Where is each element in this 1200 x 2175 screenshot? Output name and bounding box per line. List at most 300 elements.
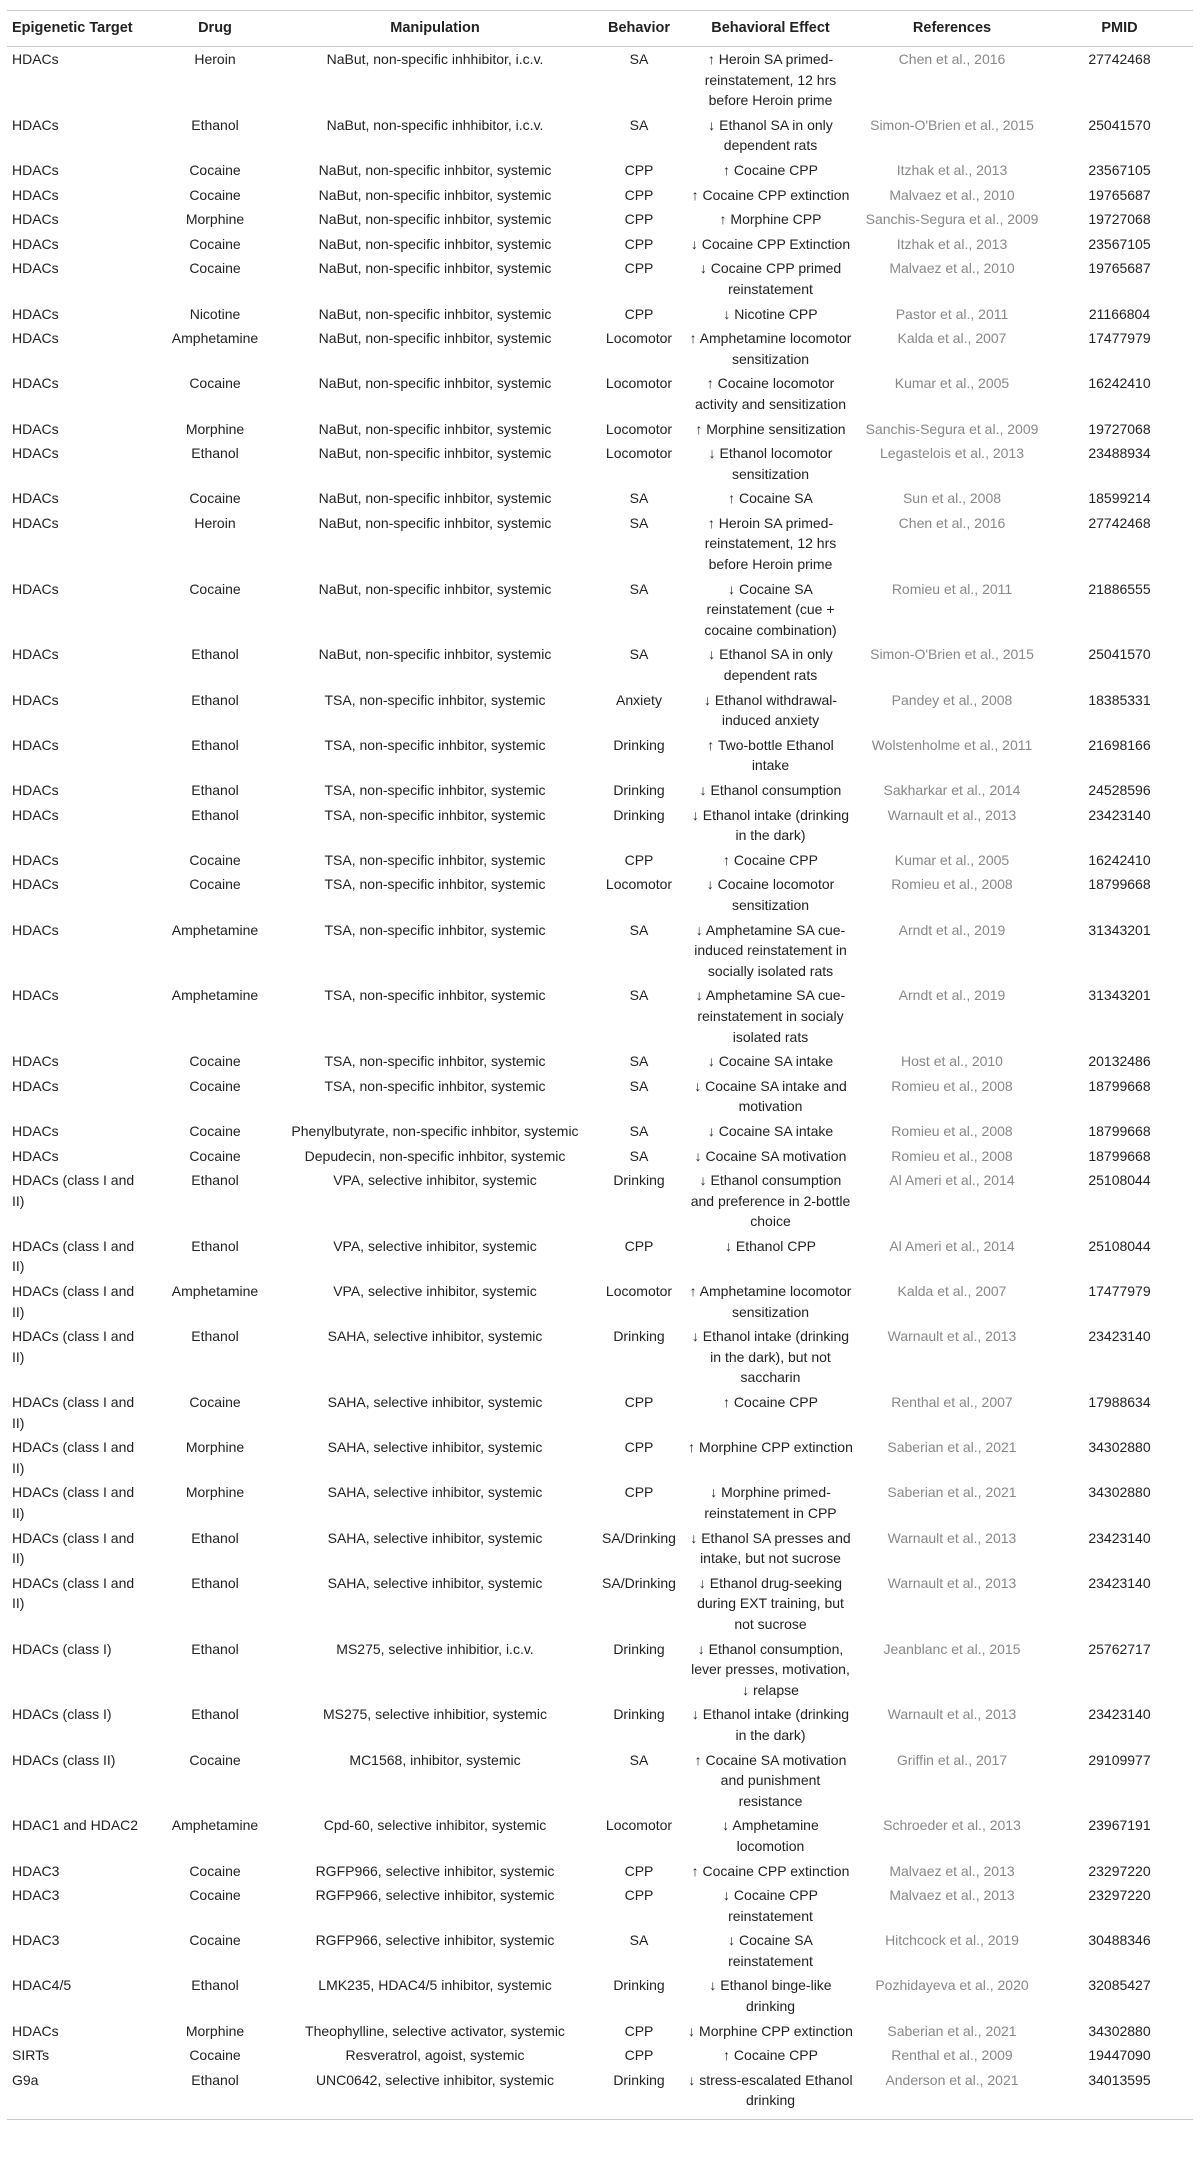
reference-cell: Sanchis-Segura et al., 2009 [865, 211, 1039, 228]
effect-cell: ↑ Morphine CPP extinction [688, 1439, 853, 1456]
target-cell: HDACs [12, 691, 59, 708]
effect-cell: ↑ Cocaine CPP extinction [691, 186, 850, 203]
table-row [7, 872, 1193, 917]
effect-cell: ↑ Cocaine CPP [723, 1394, 818, 1411]
reference-cell: Kumar et al., 2005 [894, 851, 1010, 868]
manipulation-cell: TSA, non-specific inhbitor, systemic [324, 782, 546, 798]
behavior-cell: SA [629, 514, 649, 531]
manipulation-cell: NaBut, non-specific inhbitor, systemic [318, 330, 552, 347]
pmid-cell: 25041570 [1088, 646, 1151, 663]
target-cell: HDACs [12, 1122, 59, 1139]
reference-cell: Griffin et al., 2017 [896, 1751, 1008, 1768]
pmid-cell: 21166804 [1088, 305, 1151, 322]
pmid-cell: 23423140 [1088, 806, 1151, 823]
pmid-cell: 18799668 [1088, 1147, 1151, 1164]
effect-cell: ↓ Cocaine SA intake [707, 1122, 834, 1139]
behavior-cell: CPP [624, 235, 654, 252]
reference-cell: Warnault et al., 2013 [887, 806, 1017, 823]
effect-cell: ↓ Cocaine CPP Extinction [690, 235, 851, 252]
reference-cell: Warnault et al., 2013 [887, 1529, 1017, 1546]
pmid-cell: 29109977 [1088, 1751, 1151, 1768]
reference-cell: Romieu et al., 2008 [891, 876, 1013, 893]
drug-cell: Ethanol [191, 1529, 239, 1546]
effect-cell: ↓ Ethanol binge-like drinking [709, 1977, 832, 2015]
table-row [7, 1813, 1193, 1858]
drug-cell: Ethanol [191, 1237, 239, 1254]
target-cell: HDACs (class I and II) [12, 1439, 135, 1476]
manipulation-cell: Cpd-60, selective inhibitor, systemic [323, 1817, 547, 1834]
manipulation-cell: SAHA, selective inhibitor, systemic [327, 1439, 543, 1456]
reference-cell: Sun et al., 2008 [902, 490, 1002, 507]
reference-cell: Legastelois et al., 2013 [880, 445, 1024, 462]
target-cell: HDACs (class I and II) [12, 1328, 135, 1365]
manipulation-cell: TSA, non-specific inhbitor, systemic [324, 736, 546, 753]
drug-cell: Cocaine [189, 851, 241, 868]
table-row [7, 183, 1193, 208]
behavior-cell: CPP [624, 2022, 654, 2039]
effect-cell: ↓ Ethanol SA presses and intake, but not sucrose [690, 1529, 851, 1567]
table-row [7, 1973, 1193, 2018]
manipulation-cell: NaBut, non-specific inhbitor, systemic [318, 490, 552, 507]
effect-cell: ↓ Ethanol intake (drinking in the dark), but not saccharin [691, 1328, 850, 1386]
drug-cell: Ethanol [191, 806, 239, 823]
effect-cell: ↓ stress-escalated Ethanol drinking [688, 2071, 853, 2109]
effect-cell: ↓ Morphine primed-reinstatement in CPP [704, 1484, 837, 1521]
drug-cell: Ethanol [191, 1172, 239, 1189]
reference-cell: Itzhak et al., 2013 [896, 235, 1008, 252]
pmid-cell: 23567105 [1088, 161, 1151, 178]
manipulation-cell: TSA, non-specific inhbitor, systemic [324, 987, 546, 1004]
drug-cell: Amphetamine [171, 1817, 259, 1834]
drug-cell: Morphine [185, 1484, 245, 1501]
target-cell: HDACs [12, 876, 59, 893]
drug-cell: Cocaine [189, 1394, 241, 1411]
behavior-cell: CPP [624, 161, 654, 178]
table-row [7, 1049, 1193, 1074]
manipulation-cell: TSA, non-specific inhbitor, systemic [324, 806, 546, 823]
behavior-cell: SA [629, 646, 649, 663]
effect-cell: ↓ Nicotine CPP [723, 305, 818, 322]
reference-cell: Romieu et al., 2008 [891, 1147, 1013, 1164]
behavior-cell: CPP [624, 1862, 654, 1879]
effect-cell: ↓ Cocaine SA reinstatement (cue + cocaine combination) [704, 580, 837, 638]
behavior-cell: SA/Drinking [602, 1529, 676, 1546]
pmid-cell: 19727068 [1088, 211, 1151, 228]
target-cell: HDACs [12, 161, 59, 178]
behavior-cell: CPP [624, 1484, 654, 1501]
behavior-cell: Drinking [613, 1640, 665, 1657]
table-row [7, 778, 1193, 803]
manipulation-cell: SAHA, selective inhibitor, systemic [327, 1328, 543, 1345]
table-row [7, 803, 1193, 848]
effect-cell: ↑ Cocaine locomotor activity and sensitization [695, 375, 846, 412]
table-row [7, 2043, 1193, 2068]
table-row [7, 1928, 1193, 1973]
drug-cell: Ethanol [191, 691, 239, 708]
reference-cell: Host et al., 2010 [901, 1053, 1003, 1070]
target-cell: HDACs [12, 987, 59, 1004]
table-row [7, 1279, 1193, 1324]
epigenetic-drug-table [7, 10, 1193, 2120]
effect-cell: ↓ Cocaine locomotor sensitization [706, 876, 835, 913]
table-row [7, 1480, 1193, 1525]
drug-cell: Ethanol [191, 1706, 239, 1723]
manipulation-cell: NaBut, non-specific inhbitor, systemic [318, 211, 552, 228]
drug-cell: Ethanol [191, 1640, 239, 1657]
target-cell: HDACs [12, 445, 59, 462]
pmid-cell: 17477979 [1088, 1283, 1151, 1300]
target-cell: HDACs (class I and II) [12, 1172, 135, 1209]
target-cell: HDAC4/5 [12, 1977, 72, 1994]
behavior-cell: Drinking [613, 1977, 665, 1994]
table-row [7, 642, 1193, 687]
effect-cell: ↑ Heroin SA primed-reinstatement, 12 hrs before Heroin prime [704, 51, 837, 109]
manipulation-cell: VPA, selective inhibitor, systemic [333, 1283, 537, 1300]
reference-cell: Schroeder et al., 2013 [883, 1817, 1021, 1834]
drug-cell: Ethanol [191, 1574, 239, 1591]
pmid-cell: 19765687 [1088, 260, 1151, 277]
effect-cell: ↑ Cocaine CPP [723, 2047, 818, 2064]
behavior-cell: Drinking [613, 1328, 665, 1345]
manipulation-cell: NaBut, non-specific inhbitor, systemic [318, 514, 552, 531]
drug-cell: Cocaine [189, 490, 241, 507]
pmid-cell: 19447090 [1088, 2047, 1151, 2064]
behavior-cell: CPP [624, 186, 654, 203]
reference-cell: Anderson et al., 2021 [885, 2071, 1019, 2088]
target-cell: HDAC3 [12, 1932, 60, 1949]
reference-cell: Malvaez et al., 2010 [889, 260, 1015, 277]
pmid-cell: 23567105 [1088, 235, 1151, 252]
pmid-cell: 25108044 [1088, 1237, 1151, 1254]
drug-cell: Ethanol [191, 736, 239, 753]
pmid-cell: 23423140 [1088, 1529, 1151, 1546]
drug-cell: Ethanol [191, 1977, 239, 1994]
target-cell: HDACs [12, 186, 59, 203]
drug-cell: Nicotine [189, 305, 241, 322]
pmid-cell: 20132486 [1088, 1053, 1151, 1070]
table-row [7, 1859, 1193, 1884]
header-manipulation: Manipulation [275, 11, 595, 47]
pmid-cell: 16242410 [1088, 375, 1151, 392]
drug-cell: Amphetamine [171, 921, 259, 938]
manipulation-cell: NaBut, non-specific inhbitor, systemic [318, 646, 552, 663]
table-row [7, 1748, 1193, 1814]
pmid-cell: 21886555 [1088, 580, 1151, 597]
drug-cell: Ethanol [191, 1328, 239, 1345]
target-cell: HDACs [12, 116, 59, 133]
effect-cell: ↑ Morphine CPP [719, 211, 822, 228]
effect-cell: ↑ Amphetamine locomotor sensitization [689, 330, 852, 367]
effect-cell: ↓ Cocaine CPP reinstatement [723, 1887, 818, 1924]
target-cell: HDACs [12, 2022, 59, 2039]
behavior-cell: Locomotor [605, 420, 673, 437]
target-cell: HDAC3 [12, 1862, 60, 1879]
table-row [7, 1074, 1193, 1119]
table-row [7, 1702, 1193, 1747]
effect-cell: ↑ Morphine sensitization [695, 420, 846, 437]
pmid-cell: 24528596 [1088, 782, 1151, 798]
drug-cell: Morphine [185, 211, 245, 228]
table-row [7, 1234, 1193, 1279]
target-cell: HDACs [12, 260, 59, 277]
reference-cell: Jeanblanc et al., 2015 [883, 1640, 1021, 1657]
behavior-cell: Locomotor [605, 330, 673, 347]
reference-cell: Chen et al., 2016 [898, 51, 1006, 67]
reference-cell: Saberian et al., 2021 [887, 2022, 1017, 2039]
manipulation-cell: NaBut, non-specific inhbitor, systemic [318, 420, 552, 437]
target-cell: HDAC3 [12, 1887, 60, 1904]
table-row [7, 158, 1193, 183]
target-cell: SIRTs [12, 2047, 50, 2064]
effect-cell: ↓ Ethanol SA in only dependent rats [708, 646, 833, 684]
reference-cell: Malvaez et al., 2013 [889, 1862, 1015, 1879]
table-row [7, 326, 1193, 371]
pmid-cell: 34013595 [1088, 2071, 1151, 2088]
reference-cell: Sakharkar et al., 2014 [883, 782, 1021, 798]
drug-cell: Cocaine [189, 1862, 241, 1879]
pmid-cell: 21698166 [1088, 736, 1151, 753]
behavior-cell: SA [629, 921, 649, 938]
behavior-cell: CPP [624, 1237, 654, 1254]
pmid-cell: 31343201 [1088, 921, 1151, 938]
target-cell: HDACs [12, 1053, 59, 1070]
effect-cell: ↑ Cocaine CPP extinction [691, 1862, 850, 1879]
manipulation-cell: MC1568, inhibitor, systemic [349, 1751, 521, 1768]
drug-cell: Morphine [185, 420, 245, 437]
pmid-cell: 34302880 [1088, 1439, 1151, 1456]
target-cell: HDACs (class I and II) [12, 1484, 135, 1521]
manipulation-cell: MS275, selective inhibitior, i.c.v. [336, 1640, 534, 1657]
target-cell: HDACs (class II) [12, 1751, 116, 1768]
table-row [7, 848, 1193, 873]
reference-cell: Warnault et al., 2013 [887, 1574, 1017, 1591]
table-row [7, 2068, 1193, 2120]
effect-cell: ↓ Ethanol intake (drinking in the dark) [691, 1706, 850, 1743]
target-cell: HDACs [12, 420, 59, 437]
behavior-cell: Drinking [613, 1706, 665, 1723]
drug-cell: Cocaine [189, 186, 241, 203]
reference-cell: Romieu et al., 2011 [891, 580, 1013, 597]
drug-cell: Morphine [185, 1439, 245, 1456]
drug-cell: Cocaine [189, 235, 241, 252]
reference-cell: Simon-O'Brien et al., 2015 [870, 116, 1034, 133]
target-cell: HDACs [12, 375, 59, 392]
reference-cell: Pastor et al., 2011 [895, 305, 1009, 322]
table-row [7, 47, 1193, 113]
pmid-cell: 18799668 [1088, 876, 1151, 893]
target-cell: HDACs [12, 305, 59, 322]
target-cell: HDAC1 and HDAC2 [12, 1817, 139, 1834]
header-behavior: Behavior [595, 11, 683, 47]
behavior-cell: SA [629, 1751, 649, 1768]
effect-cell: ↑ Cocaine CPP [723, 851, 818, 868]
effect-cell: ↑ Cocaine SA [728, 490, 813, 507]
manipulation-cell: NaBut, non-specific inhbitor, systemic [318, 445, 552, 462]
behavior-cell: SA [629, 580, 649, 597]
manipulation-cell: UNC0642, selective inhibitor, systemic [315, 2071, 555, 2088]
drug-cell: Ethanol [191, 2071, 239, 2088]
reference-cell: Malvaez et al., 2013 [889, 1887, 1015, 1904]
behavior-cell: SA [629, 1122, 649, 1139]
reference-cell: Simon-O'Brien et al., 2015 [870, 646, 1034, 663]
table-row [7, 511, 1193, 577]
reference-cell: Kalda et al., 2007 [897, 1283, 1007, 1300]
behavior-cell: SA/Drinking [602, 1574, 676, 1591]
target-cell: HDACs [12, 211, 59, 228]
effect-cell: ↓ Cocaine CPP primed reinstatement [699, 260, 842, 297]
table-row [7, 688, 1193, 733]
target-cell: HDACs [12, 235, 59, 252]
header-row [7, 11, 1193, 47]
manipulation-cell: TSA, non-specific inhbitor, systemic [324, 876, 546, 893]
pmid-cell: 30488346 [1088, 1932, 1151, 1949]
target-cell: HDACs [12, 514, 59, 531]
behavior-cell: CPP [624, 260, 654, 277]
table-row [7, 1390, 1193, 1435]
reference-cell: Saberian et al., 2021 [887, 1439, 1017, 1456]
target-cell: HDACs [12, 490, 59, 507]
target-cell: HDACs (class I) [12, 1706, 112, 1723]
drug-cell: Ethanol [191, 782, 239, 798]
manipulation-cell: NaBut, non-specific inhhibitor, i.c.v. [326, 116, 544, 133]
manipulation-cell: SAHA, selective inhibitor, systemic [327, 1394, 543, 1411]
reference-cell: Romieu et al., 2008 [891, 1077, 1013, 1094]
pmid-cell: 23967191 [1088, 1817, 1151, 1834]
reference-cell: Al Ameri et al., 2014 [889, 1172, 1015, 1189]
header-pmid: PMID [1046, 11, 1193, 47]
manipulation-cell: RGFP966, selective inhibitor, systemic [315, 1862, 555, 1879]
target-cell: HDACs (class I and II) [12, 1237, 135, 1275]
reference-cell: Chen et al., 2016 [898, 514, 1006, 531]
table-row [7, 256, 1193, 301]
table-row [7, 1168, 1193, 1234]
pmid-cell: 23488934 [1088, 445, 1151, 462]
table-row [7, 113, 1193, 158]
manipulation-cell: TSA, non-specific inhbitor, systemic [324, 921, 546, 938]
drug-cell: Cocaine [189, 580, 241, 597]
table-row [7, 733, 1193, 778]
drug-cell: Cocaine [189, 1053, 241, 1070]
drug-cell: Cocaine [189, 1751, 241, 1768]
pmid-cell: 18385331 [1088, 691, 1151, 708]
drug-cell: Ethanol [191, 116, 239, 133]
pmid-cell: 17988634 [1088, 1394, 1151, 1411]
table-row [7, 302, 1193, 327]
effect-cell: ↓ Cocaine SA reinstatement [728, 1932, 813, 1969]
table-row [7, 1324, 1193, 1390]
target-cell: HDACs (class I and II) [12, 1574, 135, 1612]
manipulation-cell: Theophylline, selective activator, systemic [305, 2022, 565, 2039]
target-cell: HDACs [12, 806, 59, 823]
pmid-cell: 32085427 [1088, 1977, 1151, 1994]
table-row [7, 417, 1193, 442]
drug-cell: Amphetamine [171, 330, 259, 347]
manipulation-cell: TSA, non-specific inhbitor, systemic [324, 851, 546, 868]
manipulation-cell: SAHA, selective inhibitor, systemic [327, 1529, 543, 1546]
effect-cell: ↓ Amphetamine SA cue-reinstatement in socialy isolated rats [695, 987, 846, 1045]
reference-cell: Malvaez et al., 2010 [889, 186, 1015, 203]
effect-cell: ↓ Ethanol withdrawal-induced anxiety [703, 691, 838, 729]
manipulation-cell: Resveratrol, agoist, systemic [345, 2047, 525, 2064]
table-row [7, 2019, 1193, 2044]
manipulation-cell: NaBut, non-specific inhbitor, systemic [318, 375, 552, 392]
header-drug: Drug [155, 11, 275, 47]
header-behavioral-effect: Behavioral Effect [683, 11, 858, 47]
table-row [7, 486, 1193, 511]
manipulation-cell: MS275, selective inhibitior, systemic [322, 1706, 548, 1723]
target-cell: HDACs (class I and II) [12, 1283, 135, 1320]
target-cell: HDACs [12, 51, 59, 67]
pmid-cell: 34302880 [1088, 2022, 1151, 2039]
table-row [7, 1119, 1193, 1144]
pmid-cell: 27742468 [1088, 51, 1151, 67]
effect-cell: ↓ Amphetamine locomotion [722, 1817, 819, 1854]
behavior-cell: SA [629, 490, 649, 507]
behavior-cell: Drinking [613, 2071, 665, 2088]
drug-cell: Cocaine [189, 260, 241, 277]
effect-cell: ↑ Two-bottle Ethanol intake [707, 736, 834, 774]
target-cell: HDACs [12, 921, 59, 938]
pmid-cell: 27742468 [1088, 514, 1151, 531]
target-cell: HDACs [12, 646, 59, 663]
manipulation-cell: SAHA, selective inhibitor, systemic [327, 1484, 543, 1501]
pmid-cell: 34302880 [1088, 1484, 1151, 1501]
behavior-cell: CPP [624, 2047, 654, 2064]
behavior-cell: Locomotor [605, 876, 673, 893]
reference-cell: Hitchcock et al., 2019 [885, 1932, 1019, 1949]
reference-cell: Pandey et al., 2008 [891, 691, 1013, 708]
table-row [7, 207, 1193, 232]
pmid-cell: 23423140 [1088, 1706, 1151, 1723]
reference-cell: Pozhidayeva et al., 2020 [875, 1977, 1029, 1994]
behavior-cell: SA [629, 1932, 649, 1949]
drug-cell: Heroin [194, 51, 236, 67]
manipulation-cell: RGFP966, selective inhibitor, systemic [315, 1932, 555, 1949]
target-cell: HDACs (class I and II) [12, 1394, 135, 1431]
target-cell: HDACs [12, 1147, 59, 1164]
drug-cell: Heroin [194, 514, 236, 531]
reference-cell: Sanchis-Segura et al., 2009 [865, 420, 1039, 437]
manipulation-cell: NaBut, non-specific inhhibitor, i.c.v. [326, 51, 544, 67]
behavior-cell: Locomotor [605, 1817, 673, 1834]
reference-cell: Itzhak et al., 2013 [896, 161, 1008, 178]
table-row [7, 1144, 1193, 1169]
table-row [7, 918, 1193, 984]
effect-cell: ↓ Ethanol drug-seeking during EXT training, but not sucrose [697, 1574, 844, 1632]
manipulation-cell: Phenylbutyrate, non-specific inhbitor, systemic [291, 1122, 579, 1139]
pmid-cell: 25762717 [1088, 1640, 1151, 1657]
reference-cell: Renthal et al., 2007 [891, 1394, 1013, 1411]
table-row [7, 1883, 1193, 1928]
table-row [7, 577, 1193, 643]
behavior-cell: SA [629, 987, 649, 1004]
behavior-cell: CPP [624, 211, 654, 228]
drug-cell: Cocaine [189, 2047, 241, 2064]
reference-cell: Warnault et al., 2013 [887, 1706, 1017, 1723]
behavior-cell: CPP [624, 1439, 654, 1456]
behavior-cell: Drinking [613, 782, 665, 798]
reference-cell: Romieu et al., 2008 [891, 1122, 1013, 1139]
behavior-cell: SA [629, 1147, 649, 1164]
reference-cell: Kumar et al., 2005 [894, 375, 1010, 392]
table-row [7, 1526, 1193, 1571]
manipulation-cell: NaBut, non-specific inhbitor, systemic [318, 235, 552, 252]
target-cell: HDACs (class I) [12, 1640, 112, 1657]
drug-cell: Amphetamine [171, 987, 259, 1004]
behavior-cell: CPP [624, 851, 654, 868]
effect-cell: ↑ Cocaine CPP [723, 161, 818, 178]
drug-cell: Cocaine [189, 161, 241, 178]
